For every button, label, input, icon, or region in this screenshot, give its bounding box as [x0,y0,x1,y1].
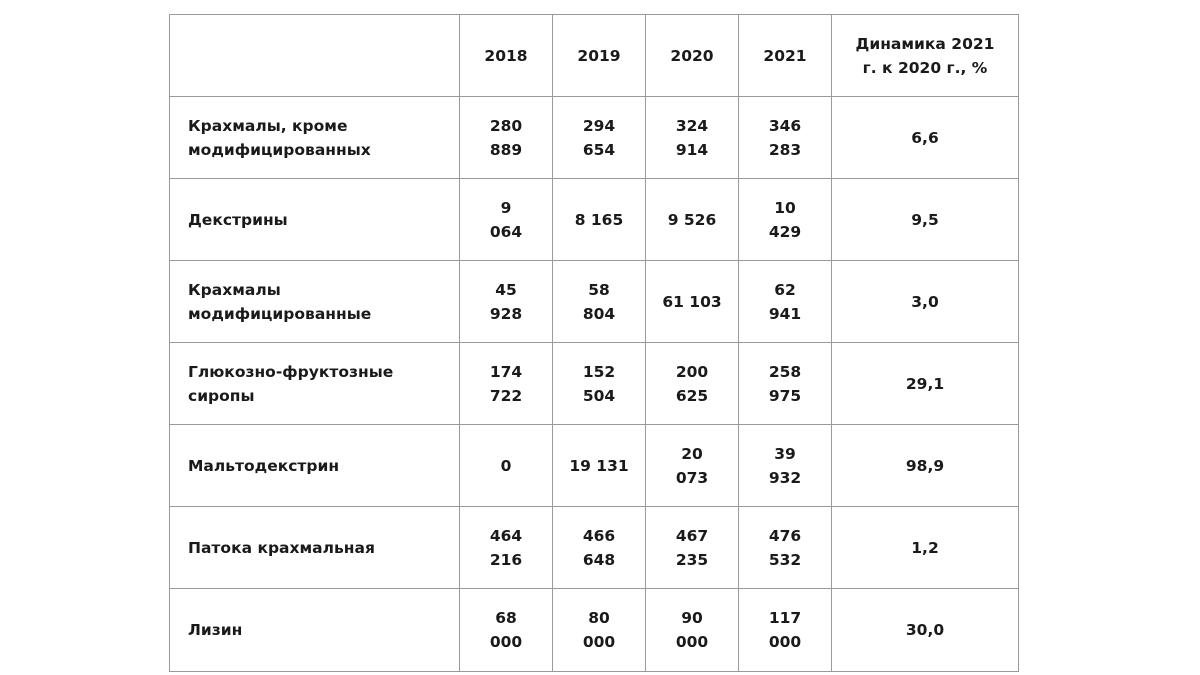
value-2020: 20 073 [675,444,709,487]
value-cell [460,425,553,507]
value-cell [460,589,553,672]
table-row [170,507,1019,589]
value-2020: 90 000 [675,609,709,651]
value-cell [460,507,553,589]
table-header-row [170,15,1019,97]
value-2018: 68 000 [489,609,523,651]
value-cell [646,343,739,425]
dynamics-cell: 9,5 [832,179,1019,261]
value-2020: 324 914 [675,116,709,159]
value-2020: 9 526 [667,210,717,229]
value-cell [739,589,832,672]
value-cell [553,425,646,507]
value-2019: 152 504 [582,362,616,405]
value-cell [646,507,739,589]
value-2021: 117 000 [768,609,802,651]
value-2018: 45 928 [489,280,523,323]
value-cell [646,97,739,179]
value-cell [460,97,553,179]
value-2021: 476 532 [768,526,802,569]
value-cell [739,425,832,507]
row-label: Лизин [170,589,460,672]
header-year-2019: 2019 [553,15,646,97]
header-year-2020: 2020 [646,15,739,97]
table-row [170,589,1019,672]
value-cell [460,261,553,343]
value-2018: 9 064 [489,198,523,241]
value-2018: 0 [500,456,512,475]
value-2018: 464 216 [489,526,523,569]
value-2018: 280 889 [489,116,523,159]
value-cell [553,179,646,261]
table-row [170,261,1019,343]
table-row [170,179,1019,261]
value-cell [646,425,739,507]
value-2021: 62 941 [768,280,802,323]
value-cell [553,589,646,672]
value-cell [739,179,832,261]
dynamics-cell: 6,6 [832,97,1019,179]
value-cell [739,507,832,589]
value-cell [739,343,832,425]
value-2020: 200 625 [675,362,709,405]
value-2019: 80 000 [582,609,616,651]
value-2019: 8 165 [574,210,624,229]
row-label: Глюкозно-фруктозные сиропы [170,343,460,425]
value-cell [553,261,646,343]
table-row [170,97,1019,179]
row-label: Патока крахмальная [170,507,460,589]
value-2020: 467 235 [675,526,709,569]
value-cell [553,343,646,425]
value-2021: 39 932 [768,444,802,487]
table-row [170,343,1019,425]
value-cell [646,179,739,261]
value-2018: 174 722 [489,362,523,405]
row-label: Декстрины [170,179,460,261]
header-year-2018: 2018 [460,15,553,97]
value-cell [739,261,832,343]
table-row [170,425,1019,507]
dynamics-cell: 3,0 [832,261,1019,343]
value-2021: 258 975 [768,362,802,405]
value-cell [739,97,832,179]
value-2019: 19 131 [569,456,629,475]
header-year-2021: 2021 [739,15,832,97]
row-label: Крахмалы модифицированные [170,261,460,343]
value-2021: 10 429 [768,198,802,241]
value-cell [553,97,646,179]
row-label: Крахмалы, кроме модифицированных [170,97,460,179]
value-cell [460,179,553,261]
dynamics-cell: 29,1 [832,343,1019,425]
value-cell [460,343,553,425]
value-cell [553,507,646,589]
header-empty-cell [170,15,460,97]
dynamics-cell: 1,2 [832,507,1019,589]
header-dynamics: Динамика 2021 г. к 2020 г., % [832,15,1019,97]
value-2020: 61 103 [662,292,722,311]
dynamics-cell: 30,0 [832,589,1019,672]
value-2019: 294 654 [582,116,616,159]
dynamics-cell: 98,9 [832,425,1019,507]
value-2019: 58 804 [582,280,616,323]
value-2019: 466 648 [582,526,616,569]
production-table [169,14,1019,672]
value-2021: 346 283 [768,116,802,159]
value-cell [646,589,739,672]
row-label: Мальтодекстрин [170,425,460,507]
value-cell [646,261,739,343]
